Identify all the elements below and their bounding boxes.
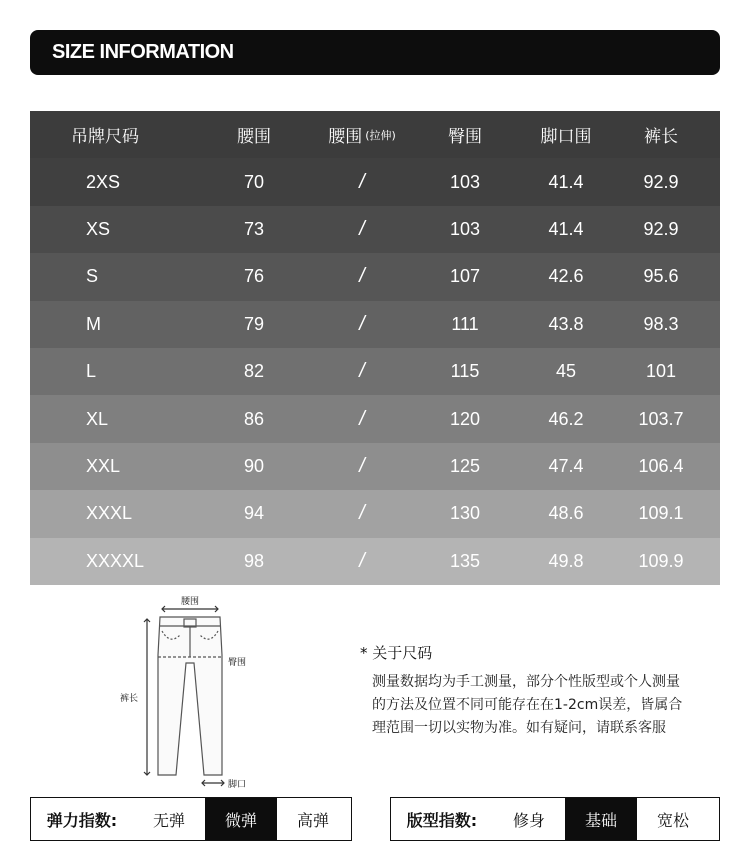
table-row <box>30 490 720 537</box>
cell-length: 109.9 <box>638 550 684 571</box>
table-row <box>30 348 720 395</box>
cell-length: 95.6 <box>643 266 679 287</box>
cell-hip: 103 <box>449 171 481 192</box>
header-stretch-note: (拉伸) <box>365 128 396 142</box>
cell-size: M <box>86 313 101 334</box>
cell-hip: 111 <box>451 313 479 334</box>
cell-waist-stretch: / <box>359 549 365 572</box>
header-tag-size: 吊牌尺码 <box>71 127 139 148</box>
cell-waist: 86 <box>243 408 265 429</box>
elasticity-option-high: 高弹 <box>296 810 329 830</box>
elasticity-option-none: 无弹 <box>152 810 185 830</box>
cell-hip: 107 <box>449 266 481 287</box>
cell-hip: 120 <box>449 408 481 429</box>
elasticity-index <box>30 797 352 841</box>
header-length: 裤长 <box>644 127 678 148</box>
size-table <box>30 111 720 585</box>
cell-waist-stretch: / <box>359 312 365 335</box>
table-header-row <box>30 111 720 158</box>
table-row <box>30 538 720 585</box>
cell-size: XXXXL <box>86 550 145 571</box>
size-note-line: 理范围一切以实物为准。如有疑问，请联系客服 <box>372 720 666 736</box>
cell-size: L <box>86 361 97 382</box>
cell-length: 92.9 <box>643 171 679 192</box>
diagram-length-label: 裤长 <box>120 694 139 704</box>
diagram-waist-label: 腰围 <box>180 597 200 607</box>
cell-hip: 130 <box>449 503 481 524</box>
fit-option-loose: 宽松 <box>656 810 689 830</box>
pants-diagram <box>110 593 270 798</box>
cell-hem: 46.2 <box>548 408 584 429</box>
cell-size: XXXL <box>86 503 133 524</box>
header-waist-stretch-label: 腰围 <box>328 127 363 148</box>
header-hem: 脚口围 <box>540 127 592 148</box>
cell-size: XXL <box>86 455 121 476</box>
elasticity-option-slight: 微弹 <box>205 798 277 840</box>
cell-waist-stretch: / <box>359 265 365 288</box>
cell-length: 103.7 <box>638 408 684 429</box>
section-banner <box>30 30 720 75</box>
table-row <box>30 253 720 300</box>
cell-waist: 79 <box>243 313 265 334</box>
cell-hem: 47.4 <box>548 455 584 476</box>
cell-size: 2XS <box>86 171 121 192</box>
cell-hem: 43.8 <box>548 313 584 334</box>
header-hip: 臀围 <box>448 127 482 148</box>
table-row <box>30 395 720 442</box>
cell-waist: 90 <box>243 455 265 476</box>
header-waist-stretch <box>302 111 422 158</box>
cell-length: 109.1 <box>638 503 684 524</box>
table-row <box>30 206 720 253</box>
fit-label: 版型指数: <box>406 810 478 830</box>
cell-hem: 48.6 <box>548 503 584 524</box>
cell-waist: 73 <box>243 218 265 239</box>
cell-hem: 41.4 <box>548 218 584 239</box>
cell-hem: 45 <box>555 361 577 382</box>
cell-length: 106.4 <box>638 455 684 476</box>
cell-waist-stretch: / <box>359 407 365 430</box>
cell-hem: 49.8 <box>548 550 584 571</box>
cell-size: XL <box>86 408 109 429</box>
cell-waist-stretch: / <box>359 454 365 477</box>
cell-length: 101 <box>645 361 677 382</box>
cell-hip: 135 <box>449 550 481 571</box>
cell-waist-stretch: / <box>359 170 365 193</box>
cell-waist-stretch: / <box>359 217 365 240</box>
elasticity-label: 弹力指数: <box>46 810 118 830</box>
cell-hem: 42.6 <box>548 266 584 287</box>
size-note-title: * 关于尺码 <box>360 644 433 662</box>
size-note-body <box>360 671 720 740</box>
cell-waist: 82 <box>243 361 265 382</box>
size-note-line: 测量数据均为手工测量，部分个性版型或个人测量 <box>372 674 680 690</box>
fit-index <box>390 797 720 841</box>
fit-option-slim: 修身 <box>512 810 545 830</box>
header-waist: 腰围 <box>237 127 271 148</box>
diagram-hem-label: 脚口 <box>228 780 247 790</box>
cell-waist: 98 <box>243 550 265 571</box>
cell-waist: 76 <box>243 266 265 287</box>
cell-waist: 94 <box>243 503 265 524</box>
cell-waist-stretch: / <box>359 360 365 383</box>
cell-hem: 41.4 <box>548 171 584 192</box>
cell-size: XS <box>86 218 111 239</box>
cell-waist-stretch: / <box>359 502 365 525</box>
cell-length: 98.3 <box>643 313 679 334</box>
size-note <box>360 642 720 740</box>
banner-title: SIZE INFORMATION <box>52 41 234 63</box>
cell-hip: 125 <box>449 455 481 476</box>
cell-hip: 115 <box>450 361 480 382</box>
table-row <box>30 443 720 490</box>
diagram-hip-label: 臀围 <box>228 658 247 668</box>
cell-size: S <box>86 266 99 287</box>
cell-length: 92.9 <box>643 218 679 239</box>
table-row <box>30 158 720 205</box>
cell-hip: 103 <box>449 218 481 239</box>
fit-option-regular: 基础 <box>565 798 637 840</box>
table-row <box>30 301 720 348</box>
cell-waist: 70 <box>243 171 265 192</box>
size-note-line: 的方法及位置不同可能存在在1-2cm误差，皆属合 <box>372 697 683 713</box>
